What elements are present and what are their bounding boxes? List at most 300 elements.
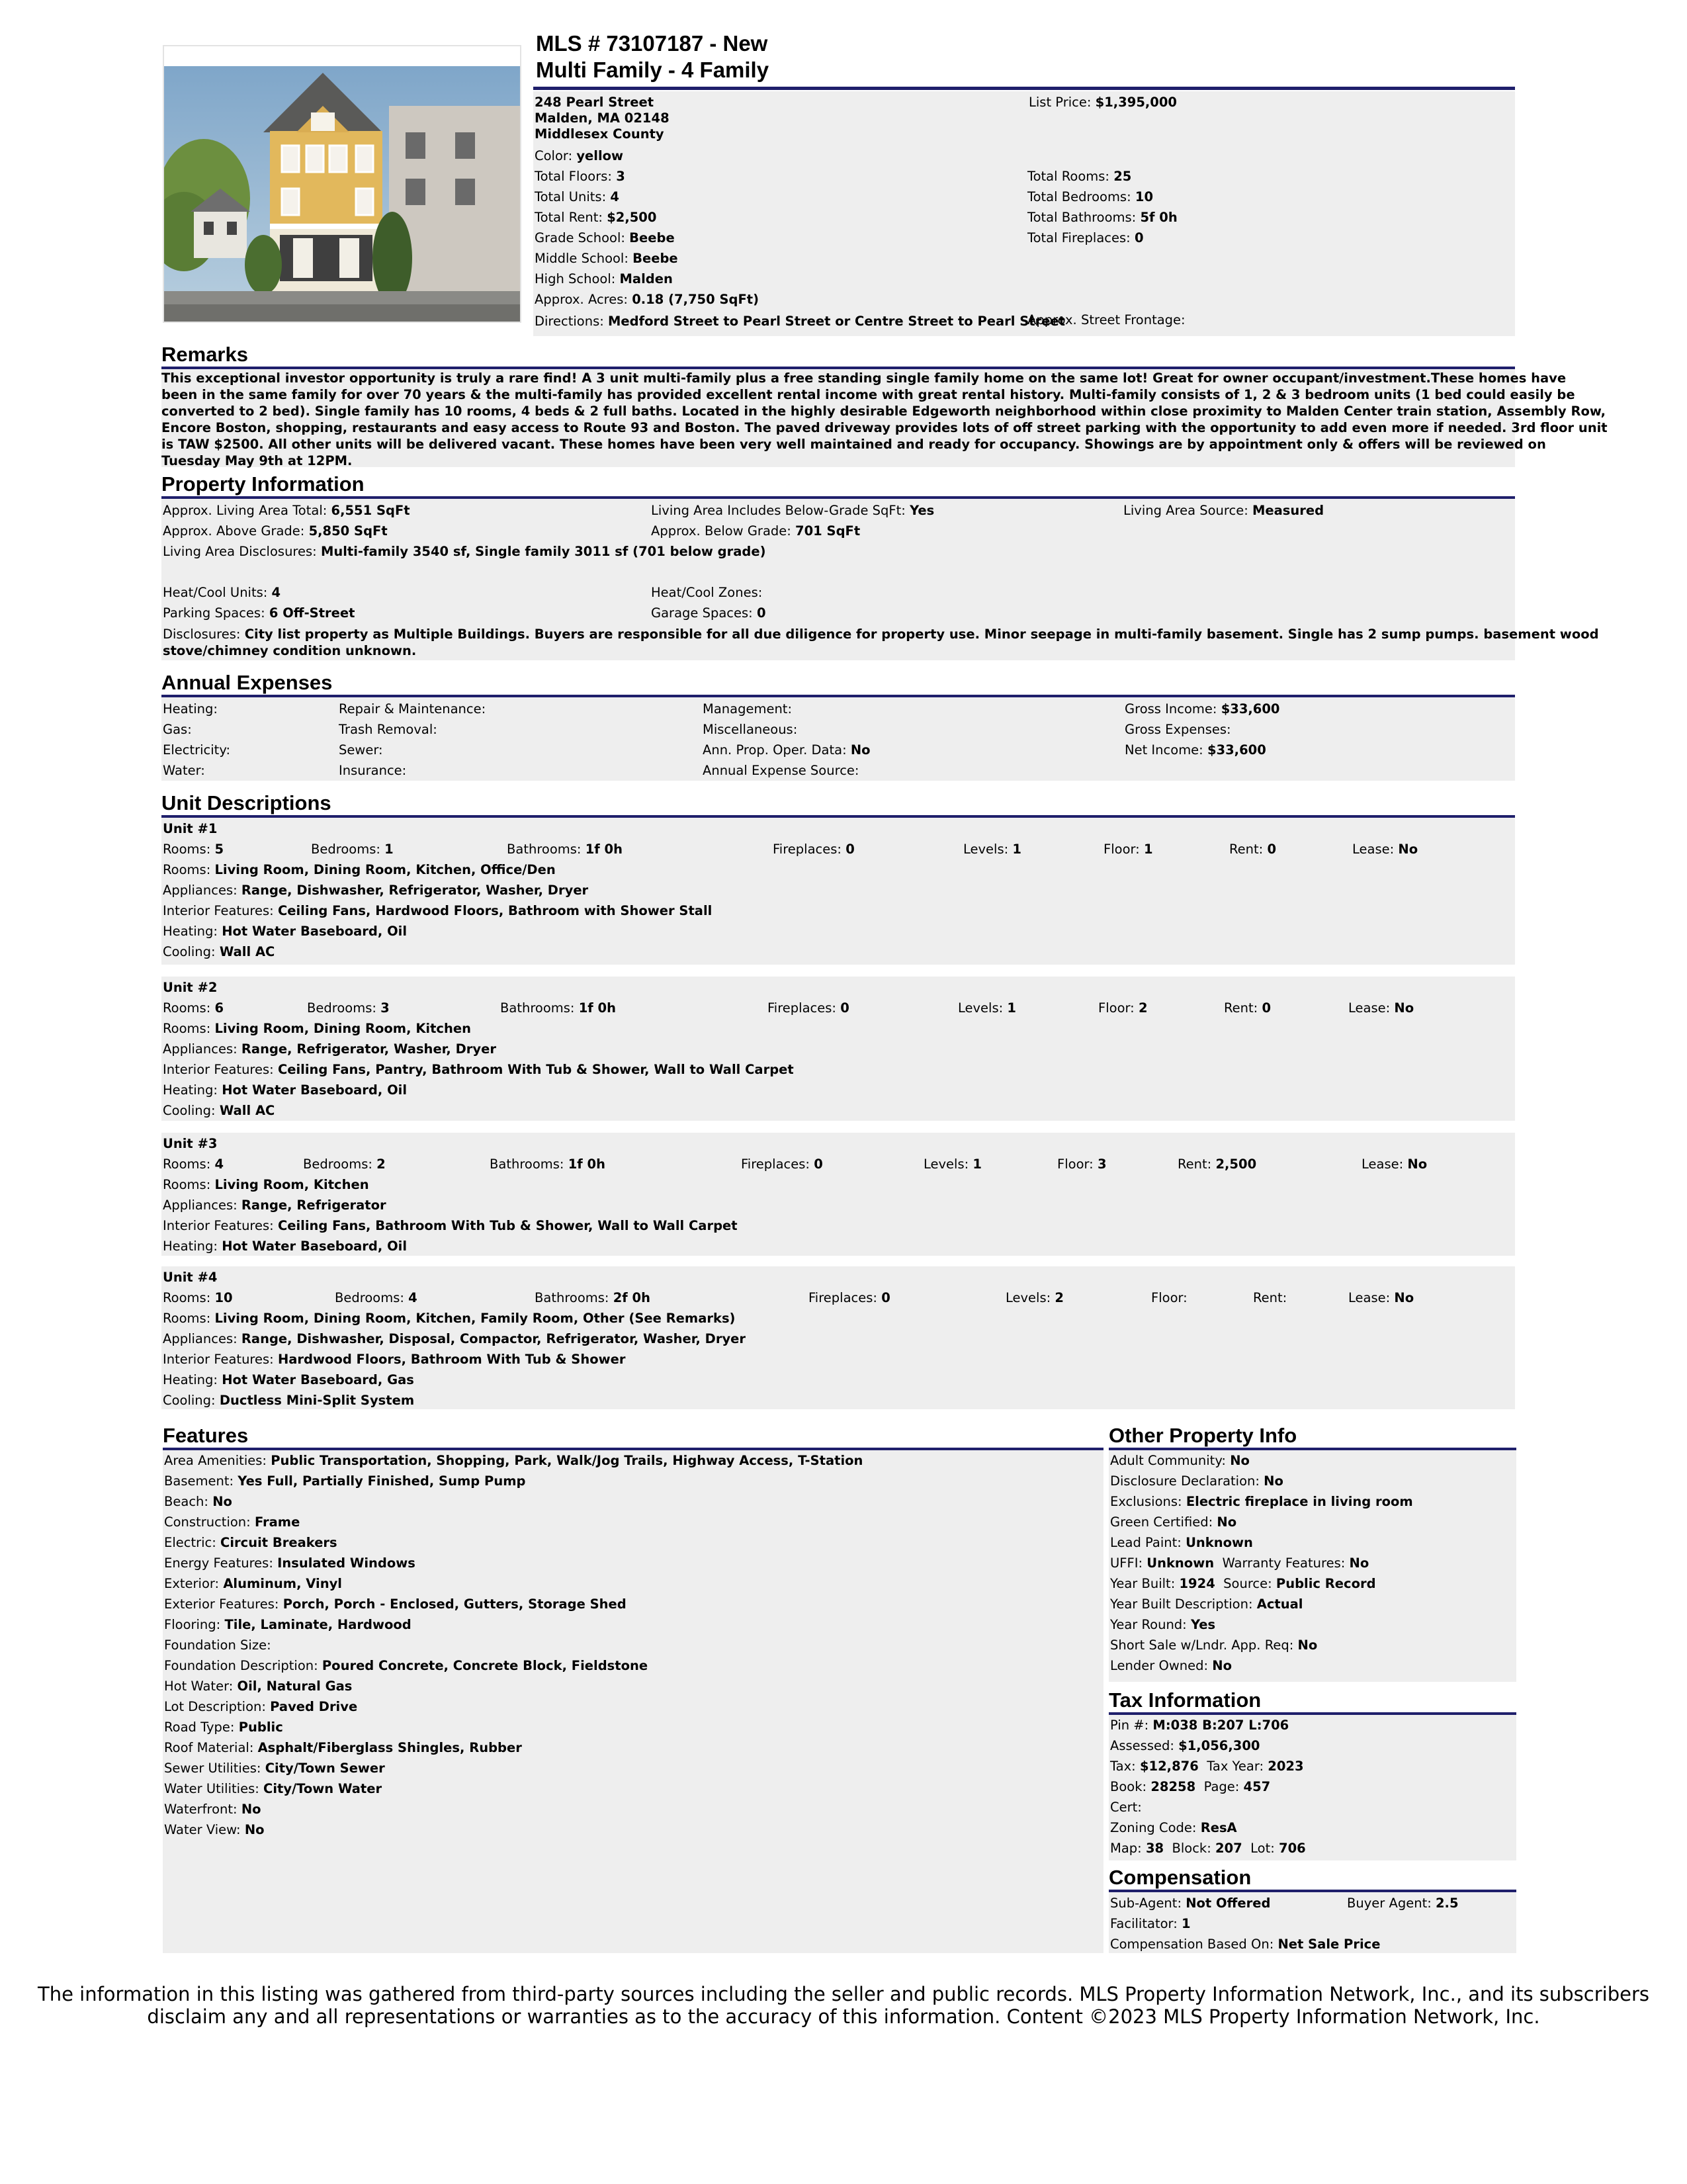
other-lead-paint-value: Unknown [1186,1535,1253,1550]
unit-levels-value: 2 [1055,1290,1064,1305]
summary-total-units-value: 4 [610,189,619,204]
summary-approx-acres-value: 0.18 (7,750 SqFt) [632,292,759,307]
unit-detail-heating-value: Hot Water Baseboard, Oil [222,1082,408,1098]
annual-expenses-title: Annual Expenses [161,671,333,694]
remarks-line: been in the same family for over 70 years & the multi-family has provided excellent rental income with great rental history. Multi-family consists of 1, 2 & 3 bedroom units (1 bed could easily be [161,387,1575,402]
below-grade-value: 701 SqFt [795,523,861,539]
unit-lease [1348,1288,1414,1308]
unit-rent-value: 0 [1267,842,1277,857]
other-short-sale-w-lndr-app-req-label: Short Sale w/Lndr. App. Req: [1110,1638,1294,1653]
features-title: Features [163,1424,249,1447]
feature-roof-material-value: Asphalt/Fiberglass Shingles, Rubber [257,1740,522,1755]
unit-lease [1352,839,1418,859]
unit-rooms [163,1154,224,1174]
summary-color-value: yellow [576,148,624,163]
remarks-line: Encore Boston, shopping, restaurants and easy access to Route 93 and Boston. The paved driveway provides lots of off street parking with the opportunity to add even more if needed. 3rd floor unit [161,420,1608,435]
garage-spaces-label: Garage Spaces: [651,605,753,621]
tax-assessed-label: Assessed: [1110,1738,1174,1753]
unit-rooms-label: Rooms: [163,1157,211,1172]
summary-total-bedrooms-value: 10 [1135,189,1154,204]
expense-net-income-label: Net Income: [1125,742,1203,758]
expense-miscellaneous-label: Miscellaneous: [703,722,798,737]
unit-detail-heating-label: Heating: [163,1372,218,1387]
other-year-built-value-2: Public Record [1276,1576,1376,1591]
unit-detail-heating-value: Hot Water Baseboard, Gas [222,1372,414,1387]
feature-basement [164,1471,863,1491]
unit-lease-value: No [1394,1290,1414,1305]
feature-foundation-size [164,1635,863,1655]
other-disclosure-declaration-label: Disclosure Declaration: [1110,1473,1260,1489]
unit-title: Unit #1 [163,821,218,836]
unit-detail-interior-features-label: Interior Features: [163,1352,274,1367]
unit-detail-interior-features-label: Interior Features: [163,1218,274,1233]
other-disclosure-declaration-value: No [1264,1473,1283,1489]
unit-levels-label: Levels: [958,1000,1004,1016]
feature-water-view-value: No [244,1822,265,1837]
feature-area-amenities-value: Public Transportation, Shopping, Park, Walk/Jog Trails, Highway Access, T-Station [271,1453,863,1468]
unit-detail-cooling-value: Wall AC [219,1103,275,1118]
unit-fireplaces-value: 0 [814,1157,823,1172]
unit-bedrooms-value: 1 [384,842,394,857]
feature-sewer-utilities-value: City/Town Sewer [265,1761,385,1776]
unit-levels [958,998,1016,1018]
remarks-line: This exceptional investor opportunity is truly a rare find! A 3 unit multi-family plus a free standing single family home on the same lot! Great for owner occupant/investment.These homes have [161,371,1567,386]
summary-approx-acres [535,289,759,310]
summary-total-bedrooms [1027,187,1186,207]
feature-roof-material-label: Roof Material: [164,1740,254,1755]
unit-fireplaces [773,839,855,859]
feature-hot-water [164,1676,863,1696]
other-adult-community-value: No [1230,1453,1250,1468]
feature-exterior-value: Aluminum, Vinyl [223,1576,342,1591]
above-grade-value: 5,850 SqFt [308,523,388,539]
unit-lease-value: No [1394,1000,1414,1016]
unit-bathrooms-label: Bathrooms: [500,1000,575,1016]
feature-lot-description [164,1696,863,1717]
feature-waterfront-value: No [241,1802,261,1817]
unit-detail-interior-features [163,1059,794,1080]
facilitator-value: 1 [1181,1916,1191,1931]
expense-ann-prop-oper-data-value: No [850,742,871,758]
summary-total-rooms-label: Total Rooms: [1027,169,1109,184]
unit-bathrooms-value: 2f 0h [613,1290,651,1305]
expense-management [703,699,871,719]
tax-zoning-value: ResA [1200,1820,1237,1835]
disclosures-label: Disclosures: [163,627,241,642]
unit-title: Unit #4 [163,1270,218,1285]
tax-amount-value: $12,876 [1139,1759,1199,1774]
garage-spaces-value: 0 [756,605,766,621]
unit-detail-interior-features-value: Ceiling Fans, Pantry, Bathroom With Tub & Shower, Wall to Wall Carpet [277,1062,794,1077]
unit-levels [924,1154,982,1174]
expense-annual-expense-source [703,760,871,781]
unit-lease-label: Lease: [1348,1000,1391,1016]
remarks-text [161,370,1608,469]
unit-detail-heating [163,1236,407,1256]
feature-lot-description-label: Lot Description: [164,1699,266,1714]
expense-trash-removal: Trash Removal: [339,722,437,737]
unit-detail-appliances-value: Range, Refrigerator [241,1198,386,1213]
tax-amount [1110,1756,1306,1776]
heatcool-units-value: 4 [271,585,281,600]
other-lead-paint-label: Lead Paint: [1110,1535,1182,1550]
living-area-source [1123,500,1324,521]
other-year-built-description-label: Year Built Description: [1110,1596,1253,1612]
summary-grade-school-label: Grade School: [535,230,625,245]
expense-insurance: Insurance: [339,763,407,778]
directions [535,311,1065,331]
unit-floor-label: Floor: [1057,1157,1094,1172]
unit-bedrooms [311,839,394,859]
unit-detail-appliances [163,1039,496,1059]
tax-pin-value: M:038 B:207 L:706 [1152,1718,1289,1733]
remarks-line: Tuesday May 9th at 12PM. [161,453,353,468]
unit-detail-cooling-label: Cooling: [163,1393,216,1408]
unit-detail-cooling-value: Ductless Mini-Split System [219,1393,415,1408]
house-photo-illustration [164,46,520,322]
header-rule [533,87,1515,90]
unit-lease-value: No [1398,842,1418,857]
tax-list [1110,1715,1306,1858]
list-price-label: List Price: [1029,95,1092,110]
unit-floor-value: 1 [1143,842,1153,857]
other-lender-owned-value: No [1212,1658,1232,1673]
parking-spaces-value: 6 Off-Street [269,605,355,621]
feature-sewer-utilities-label: Sewer Utilities: [164,1761,261,1776]
unit-bathrooms-value: 1f 0h [568,1157,606,1172]
footer-disclaimer [0,1983,1687,2028]
sub-agent [1110,1893,1270,1913]
summary-total-fireplaces [1027,228,1186,248]
feature-water-utilities-label: Water Utilities: [164,1781,259,1796]
disclosures-value-line2: stove/chimney condition unknown. [163,643,417,658]
unit-detail-rooms-value: Living Room, Dining Room, Kitchen, Family Room, Other (See Remarks) [214,1311,736,1326]
unit-bathrooms [500,998,616,1018]
feature-exterior [164,1573,863,1594]
living-area-disclosures-label: Living Area Disclosures: [163,544,317,559]
unit-rooms-value: 5 [214,842,224,857]
remarks-title: Remarks [161,343,248,366]
unit-bathrooms [490,1154,605,1174]
unit-rooms-label: Rooms: [163,1290,211,1305]
living-area-total-label: Approx. Living Area Total: [163,503,327,518]
garage-spaces [651,603,766,623]
feature-beach-value: No [212,1494,232,1509]
unit-floor [1103,839,1153,859]
unit-detail-heating [163,1080,407,1100]
unit-rooms [163,1288,233,1308]
unit-detail-appliances-label: Appliances: [163,1041,238,1057]
expense-gross-expenses [1125,719,1280,740]
unit-detail-heating-label: Heating: [163,1082,218,1098]
tax-book [1110,1776,1306,1797]
expenses-col-3 [703,699,871,781]
expense-electricity: Electricity: [163,742,231,758]
expense-sewer: Sewer: [339,742,383,758]
feature-road-type [164,1717,863,1737]
unit-fireplaces-label: Fireplaces: [808,1290,877,1305]
above-grade-label: Approx. Above Grade: [163,523,305,539]
other-info-list [1110,1450,1413,1676]
feature-water-view [164,1819,863,1840]
unit-detail-interior-features-label: Interior Features: [163,1062,274,1077]
feature-electric [164,1532,863,1553]
sub-agent-label: Sub-Agent: [1110,1896,1182,1911]
other-green-certified-value: No [1217,1514,1237,1530]
disclosures [163,626,1599,659]
tax-cert-label: Cert: [1110,1800,1142,1815]
unit-detail-rooms [163,859,556,880]
other-year-built-label: Year Built: [1110,1576,1176,1591]
tax-cert [1110,1797,1306,1817]
compensation-based-on [1110,1934,1380,1954]
summary-total-units-label: Total Units: [535,189,607,204]
unit-floor-value: 2 [1138,1000,1148,1016]
other-lender-owned [1110,1655,1413,1676]
unit-levels-label: Levels: [924,1157,969,1172]
unit-detail-cooling [163,1100,275,1121]
unit-title: Unit #2 [163,980,218,995]
address-city: Malden, MA 02148 [535,110,670,126]
unit-detail-rooms [163,1174,369,1195]
living-area-total-value: 6,551 SqFt [331,503,410,518]
other-uffi-value-2: No [1349,1555,1369,1571]
feature-exterior-label: Exterior: [164,1576,220,1591]
unit-floor-label: Floor: [1103,842,1140,857]
feature-foundation-description-value: Poured Concrete, Concrete Block, Fieldstone [322,1658,648,1673]
unit-rent [1253,1288,1287,1308]
summary-total-fireplaces-value: 0 [1134,230,1144,245]
unit-title: Unit #3 [163,1136,218,1151]
mls-number-title: MLS # 73107187 - New [536,31,768,56]
other-disclosure-declaration [1110,1471,1413,1491]
footer-line-1: The information in this listing was gathered from third-party sources including the seller and public records. MLS Property Information Network, Inc., and its subscribers [37,1983,1649,2005]
expense-repair-maintenance: Repair & Maintenance: [339,701,486,717]
buyer-agent [1347,1893,1459,1913]
expense-water: Water: [163,763,205,778]
unit-fireplaces-value: 0 [840,1000,849,1016]
buyer-agent-value: 2.5 [1435,1896,1459,1911]
feature-lot-description-value: Paved Drive [270,1699,358,1714]
expense-ann-prop-oper-data-label: Ann. Prop. Oper. Data: [703,742,847,758]
other-year-round-value: Yes [1190,1617,1216,1632]
summary-total-rent [535,207,759,228]
unit-detail-appliances-value: Range, Dishwasher, Disposal, Compactor, Refrigerator, Washer, Dryer [241,1331,746,1346]
unit-lease-label: Lease: [1352,842,1395,857]
heatcool-units-label: Heat/Cool Units: [163,585,268,600]
unit-detail-rooms-label: Rooms: [163,862,211,877]
summary-grade-school [535,228,759,248]
tax-book-value: 28258 [1150,1779,1196,1794]
unit-rent-label: Rent: [1253,1290,1287,1305]
other-info-title: Other Property Info [1109,1424,1297,1447]
summary-total-rooms [1027,166,1186,187]
unit-floor [1098,998,1148,1018]
list-price [1029,95,1177,110]
feature-electric-value: Circuit Breakers [220,1535,337,1550]
expense-annual-expense-source-label: Annual Expense Source: [703,763,859,778]
summary-approx-acres-label: Approx. Acres: [535,292,628,307]
unit-levels-label: Levels: [963,842,1009,857]
tax-pin-label: Pin #: [1110,1718,1149,1733]
property-info-title: Property Information [161,472,365,496]
summary-total-floors [535,166,759,187]
unit-floor-label: Floor: [1151,1290,1188,1305]
feature-beach-label: Beach: [164,1494,208,1509]
tax-block-value: 207 [1215,1841,1242,1856]
feature-electric-label: Electric: [164,1535,216,1550]
unit-detail-rooms-label: Rooms: [163,1177,211,1192]
other-short-sale-w-lndr-app-req-value: No [1297,1638,1318,1653]
unit-fireplaces [808,1288,890,1308]
unit-lease [1362,1154,1427,1174]
feature-exterior-features [164,1594,863,1614]
summary-total-floors-value: 3 [616,169,625,184]
remarks-line: is TAW $2500. All other units will be delivered vacant. These homes have been very well maintained and ready for occupancy. Showings are by appointment only & offers will be reviewed on [161,437,1546,452]
expense-gas: Gas: [163,722,192,737]
unit-bedrooms-value: 4 [408,1290,417,1305]
unit-floor-label: Floor: [1098,1000,1135,1016]
features-list [164,1450,863,1840]
tax-zoning [1110,1817,1306,1838]
unit-detail-heating-label: Heating: [163,1239,218,1254]
other-year-built [1110,1573,1413,1594]
unit-detail-interior-features [163,900,712,921]
summary-middle-school-value: Beebe [632,251,678,266]
expense-gross-income-value: $33,600 [1221,701,1280,717]
unit-detail-cooling [163,1390,414,1411]
other-short-sale-w-lndr-app-req [1110,1635,1413,1655]
facilitator-label: Facilitator: [1110,1916,1178,1931]
living-area-source-label: Living Area Source: [1123,503,1248,518]
unit-bathrooms-value: 1f 0h [585,842,623,857]
unit-detail-interior-features [163,1215,738,1236]
parking-spaces-label: Parking Spaces: [163,605,265,621]
other-adult-community [1110,1450,1413,1471]
below-grade-included [651,500,934,521]
unit-detail-rooms-label: Rooms: [163,1311,211,1326]
unit-detail-rooms [163,1308,735,1329]
unit-levels-value: 1 [1012,842,1021,857]
summary-total-bathrooms-value: 5f 0h [1140,210,1178,225]
unit-rooms-value: 4 [214,1157,224,1172]
summary-total-bathrooms [1027,207,1186,228]
unit-detail-interior-features-value: Hardwood Floors, Bathroom With Tub & Shower [277,1352,626,1367]
unit-detail-interior-features-label: Interior Features: [163,903,274,918]
summary-color [535,146,759,166]
unit-bathrooms [507,839,623,859]
unit-detail-rooms [163,1018,471,1039]
feature-beach [164,1491,863,1512]
other-uffi-label-2: Warranty Features: [1222,1555,1346,1571]
living-area-source-value: Measured [1252,503,1324,518]
unit-fireplaces [741,1154,823,1174]
unit-lease-value: No [1407,1157,1428,1172]
below-grade-included-value: Yes [910,503,935,518]
feature-water-view-label: Water View: [164,1822,241,1837]
unit-fireplaces-label: Fireplaces: [767,1000,836,1016]
tax-page-label: Page: [1203,1779,1240,1794]
unit-fireplaces [767,998,849,1018]
expense-gross-expenses-label: Gross Expenses: [1125,722,1231,737]
feature-sewer-utilities [164,1758,863,1778]
unit-detail-interior-features [163,1349,625,1370]
tax-lot-label: Lot: [1250,1841,1275,1856]
feature-basement-value: Yes Full, Partially Finished, Sump Pump [238,1473,526,1489]
living-area-disclosures [163,541,765,562]
unit-fireplaces-label: Fireplaces: [741,1157,810,1172]
unit-bedrooms-value: 3 [380,1000,390,1016]
feature-foundation-description [164,1655,863,1676]
feature-waterfront-label: Waterfront: [164,1802,238,1817]
unit-detail-heating [163,1370,414,1390]
feature-foundation-size-label: Foundation Size: [164,1638,271,1653]
other-uffi [1110,1553,1413,1573]
unit-fireplaces-value: 0 [845,842,855,857]
feature-construction [164,1512,863,1532]
feature-hot-water-label: Hot Water: [164,1679,234,1694]
unit-bedrooms-label: Bedrooms: [335,1290,404,1305]
unit-floor [1151,1288,1188,1308]
unit-detail-cooling-value: Wall AC [219,944,275,959]
unit-detail-appliances-value: Range, Refrigerator, Washer, Dryer [241,1041,496,1057]
feature-construction-value: Frame [254,1514,300,1530]
feature-energy-features [164,1553,863,1573]
other-year-built-description [1110,1594,1413,1614]
other-lead-paint [1110,1532,1413,1553]
unit-rent-value: 2,500 [1215,1157,1257,1172]
summary-total-fireplaces-label: Total Fireplaces: [1027,230,1131,245]
unit-fireplaces-label: Fireplaces: [773,842,842,857]
summary-high-school [535,269,759,289]
summary-left-list [535,146,759,310]
feature-water-utilities-value: City/Town Water [263,1781,382,1796]
summary-total-floors-label: Total Floors: [535,169,612,184]
other-uffi-value: Unknown [1146,1555,1215,1571]
parking-spaces [163,603,355,623]
summary-total-rent-label: Total Rent: [535,210,603,225]
feature-water-utilities [164,1778,863,1799]
tax-title: Tax Information [1109,1688,1262,1712]
unit-detail-rooms-value: Living Room, Dining Room, Kitchen, Office/Den [214,862,556,877]
unit-rent-label: Rent: [1229,842,1264,857]
compensation-title: Compensation [1109,1866,1252,1889]
above-grade [163,521,388,541]
unit-bathrooms [535,1288,650,1308]
expense-miscellaneous [703,719,871,740]
other-adult-community-label: Adult Community: [1110,1453,1227,1468]
unit-lease [1348,998,1414,1018]
unit-detail-appliances-label: Appliances: [163,1198,238,1213]
expense-net-income [1125,740,1280,760]
unit-levels-value: 1 [973,1157,982,1172]
other-green-certified-label: Green Certified: [1110,1514,1213,1530]
below-grade-label: Approx. Below Grade: [651,523,791,539]
summary-middle-school [535,248,759,269]
feature-foundation-description-label: Foundation Description: [164,1658,318,1673]
unit-rent [1178,1154,1256,1174]
feature-area-amenities [164,1450,863,1471]
unit-detail-appliances [163,880,588,900]
tax-lot-value: 706 [1279,1841,1306,1856]
feature-construction-label: Construction: [164,1514,251,1530]
tax-map-label: Map: [1110,1841,1142,1856]
unit-detail-appliances-label: Appliances: [163,1331,238,1346]
remarks-line: converted to 2 bed). Single family has 10 rooms, 4 beds & 2 full baths. Located in the highly desirable Edgeworth neighborhood within close proximity to Malden Center train station, Assembly Row, [161,404,1606,419]
facilitator [1110,1913,1191,1934]
unit-rooms-value: 6 [214,1000,224,1016]
feature-basement-label: Basement: [164,1473,234,1489]
